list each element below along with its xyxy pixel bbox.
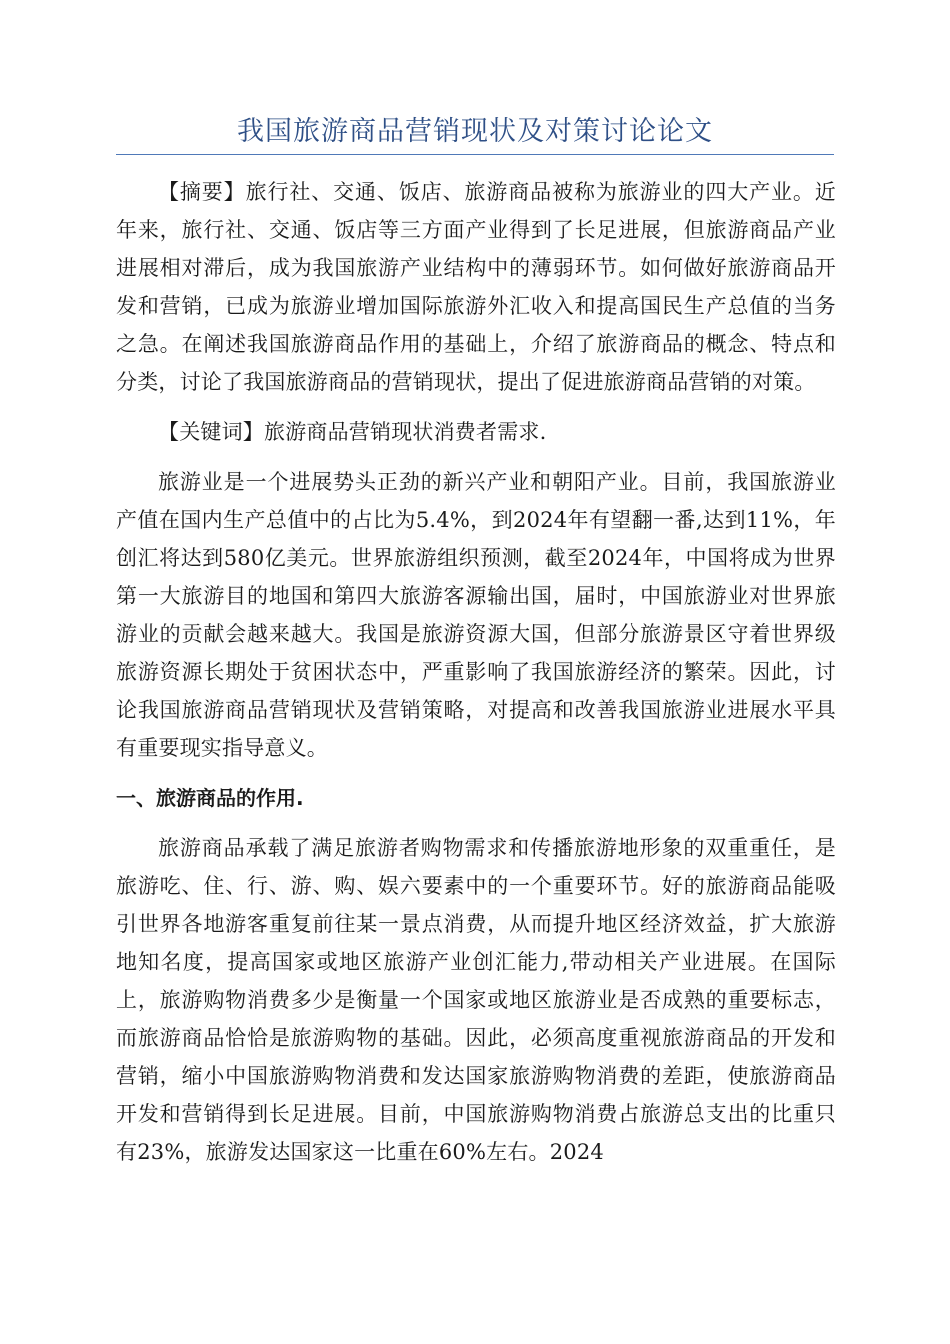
section-heading: 一、旅游商品的作用. xyxy=(116,786,304,810)
keywords-paragraph: 【关键词】旅游商品营销现状消费者需求. xyxy=(158,420,547,444)
document-body xyxy=(116,173,836,1171)
section-paragraph: 旅游商品承载了满足旅游者购物需求和传播旅游地形象的双重重任，是旅游吃、住、行、游、购、娱六要素中的一个重要环节。好的旅游商品能吸引世界各地游客重复前往某一景点消费，从而提升地区经济效益，扩大旅游地知名度，提高国家或地区旅游产业创汇能力,带动相关产业进展。在国际上，旅游购物消费多少是衡量一个国家或地区旅游业是否成熟的重要标志，而旅游商品恰恰是旅游购物的基础。因此，必须高度重视旅游商品的开发和营销，缩小中国旅游购物消费和发达国家旅游购物消费的差距，使旅游商品开发和营销得到长足进展。目前，中国旅游购物消费占旅游总支出的比重只有23%，旅游发达国家这一比重在60%左右。2024 xyxy=(116,836,836,1164)
document-title: 我国旅游商品营销现状及对策讨论论文 xyxy=(237,116,713,147)
abstract-paragraph: 【摘要】旅行社、交通、饭店、旅游商品被称为旅游业的四大产业。近年来，旅行社、交通、饭店等三方面产业得到了长足进展，但旅游商品产业进展相对滞后，成为我国旅游产业结构中的薄弱环节。如何做好旅游商品开发和营销，已成为旅游业增加国际旅游外汇收入和提高国民生产总值的当务之急。在阐述我国旅游商品作用的基础上，介绍了旅游商品的概念、特点和分类，讨论了我国旅游商品的营销现状，提出了促进旅游商品营销的对策。 xyxy=(116,180,836,394)
intro-paragraph: 旅游业是一个进展势头正劲的新兴产业和朝阳产业。目前，我国旅游业产值在国内生产总值中的占比为5.4%，到2024年有望翻一番,达到11%，年创汇将达到580亿美元。世界旅游组织预测，截至2024年，中国将成为世界第一大旅游目的地国和第四大旅游客源输出国，届时，中国旅游业对世界旅游业的贡献会越来越大。我国是旅游资源大国，但部分旅游景区守着世界级旅游资源长期处于贫困状态中，严重影响了我国旅游经济的繁荣。因此，讨论我国旅游商品营销现状及营销策略，对提高和改善我国旅游业进展水平具有重要现实指导意义。 xyxy=(116,470,836,760)
title-underline xyxy=(116,154,834,155)
